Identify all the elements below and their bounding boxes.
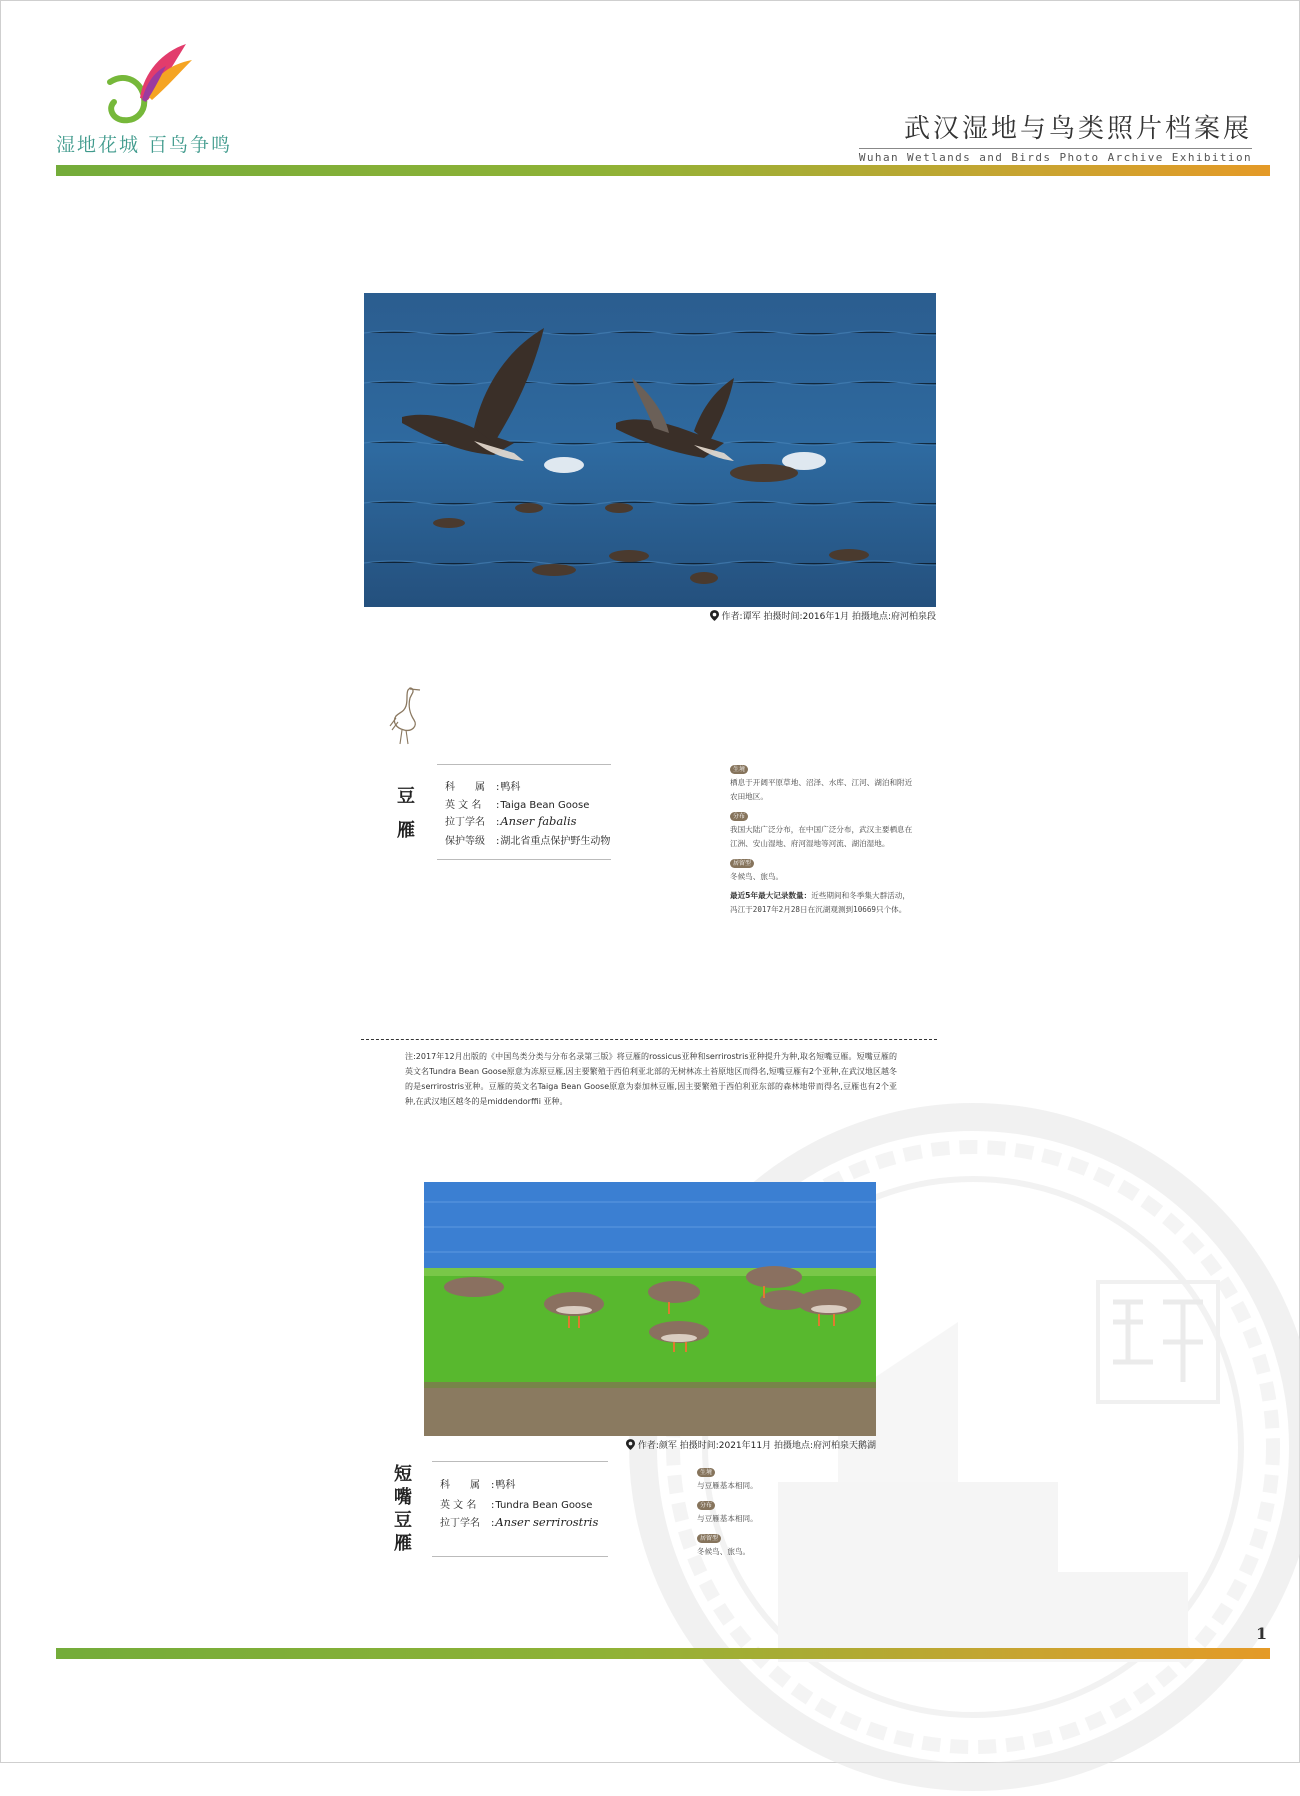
family-label: 科 属: [440, 1480, 480, 1491]
record-text: 近些期间和冬季集大群活动，冯江于2017年2月28日在沉湖观测到10669只个体。: [730, 891, 910, 914]
species2-family-row: 科 属 :鸭科: [440, 1476, 515, 1491]
distribution-tag: 分布: [730, 812, 748, 821]
protection-value: 湖北省重点保护野生动物: [500, 836, 611, 847]
distribution-text: 我国大陆广泛分布，在中国广泛分布，武汉主要栖息在江洲、安山湿地、府河湿地等河流、湖泊湿地。: [730, 825, 913, 848]
taiga-bean-goose-photo: [364, 293, 936, 607]
species2-english-row: 英 文 名 :Tundra Bean Goose: [440, 1496, 592, 1511]
exhibition-logo: [56, 42, 246, 156]
bird-flower-logo-icon: [96, 42, 196, 130]
protection-label: 保护等级: [445, 836, 485, 847]
photo2-caption-text: 作者:颜军 拍摄时间:2021年11月 拍摄地点:府河柏泉天鹅湖: [637, 1441, 876, 1451]
record-label: 最近5年最大记录数量：: [730, 891, 812, 900]
photo2-caption: [626, 1438, 876, 1451]
species1-family-row: 科 属 :鸭科: [445, 778, 520, 793]
english-label: 英 文 名: [440, 1500, 477, 1511]
taxonomy-note: 注:2017年12月出版的《中国鸟类分类与分布名录第三版》将豆雁的rossicus亚种和serrirostris亚种提升为种,取名短嘴豆雁。短嘴豆雁的英文名Tundra Bean Goose原意为冻原豆雁,因主要繁殖于西伯利亚北部的无树林冻土苔原地区而得名,短嘴豆雁有2个亚种,在武汉地区越冬的是serrirostris亚种。豆雁的英文名Taiga Bean Goose原意为泰加林豆雁,因主要繁殖于西伯利亚东部的森林地带而得名,豆雁也有2个亚种,在武汉地区越冬的是middendorffii 亚种。: [405, 1052, 897, 1106]
logo-slogan: 湿地花城 百鸟争鸣: [56, 134, 233, 156]
habitat-tag: 生境: [730, 765, 748, 774]
location-pin-icon: [626, 1439, 635, 1450]
distribution-tag: 分布: [697, 1501, 715, 1510]
residency-text: 冬候鸟、旅鸟。: [697, 1547, 751, 1556]
latin-label: 拉丁学名: [440, 1518, 480, 1529]
species1-name: 豆雁: [397, 786, 415, 841]
photo1-caption-text: 作者:谭军 拍摄时间:2016年1月 拍摄地点:府河柏泉段: [721, 612, 936, 622]
tundra-bean-goose-photo: [424, 1182, 876, 1436]
species2-description: [697, 1465, 847, 1559]
species1-protection-row: 保护等级 :湖北省重点保护野生动物: [445, 832, 610, 847]
note-divider: [361, 1039, 937, 1040]
family-value: 鸭科: [495, 1480, 516, 1491]
family-value: 鸭科: [500, 782, 521, 793]
residency-tag: 居留型: [697, 1534, 721, 1543]
footer-color-band: [56, 1648, 1270, 1659]
residency-tag: 居留型: [730, 859, 754, 868]
location-pin-icon: [710, 610, 719, 621]
habitat-tag: 生境: [697, 1468, 715, 1477]
species2-name: 短嘴豆雁: [394, 1464, 412, 1554]
species2-info-box: [432, 1461, 608, 1557]
habitat-text: 与豆雁基本相同。: [697, 1481, 758, 1490]
english-value: Taiga Bean Goose: [500, 800, 590, 811]
species1-info-box: [437, 764, 611, 860]
species1-latin-row: 拉丁学名 :Anser fabalis: [445, 814, 577, 828]
page-number: 1: [1256, 1624, 1268, 1643]
latin-value: Anser fabalis: [500, 814, 577, 828]
latin-value: Anser serrirostris: [495, 1515, 599, 1529]
english-label: 英 文 名: [445, 800, 482, 811]
habitat-text: 栖息于开阔平原草地、沼泽、水库、江河、湖泊和附近农田地区。: [730, 778, 913, 801]
species1-description: [730, 762, 915, 917]
exhibition-title: [859, 108, 1252, 164]
latin-label: 拉丁学名: [445, 817, 485, 828]
exhibition-title-en: Wuhan Wetlands and Birds Photo Archive Exhibition: [859, 148, 1252, 164]
species2-latin-row: 拉丁学名 :Anser serrirostris: [440, 1515, 599, 1529]
family-label: 科 属: [445, 782, 485, 793]
exhibition-title-cn: 武汉湿地与鸟类照片档案展: [903, 114, 1252, 144]
english-value: Tundra Bean Goose: [495, 1500, 593, 1511]
crane-emblem-icon: [388, 686, 422, 750]
header-color-band: [56, 165, 1270, 176]
species1-english-row: 英 文 名 :Taiga Bean Goose: [445, 796, 589, 811]
residency-text: 冬候鸟、旅鸟。: [730, 872, 784, 881]
distribution-text: 与豆雁基本相同。: [697, 1514, 758, 1523]
photo1-caption: [710, 609, 936, 622]
